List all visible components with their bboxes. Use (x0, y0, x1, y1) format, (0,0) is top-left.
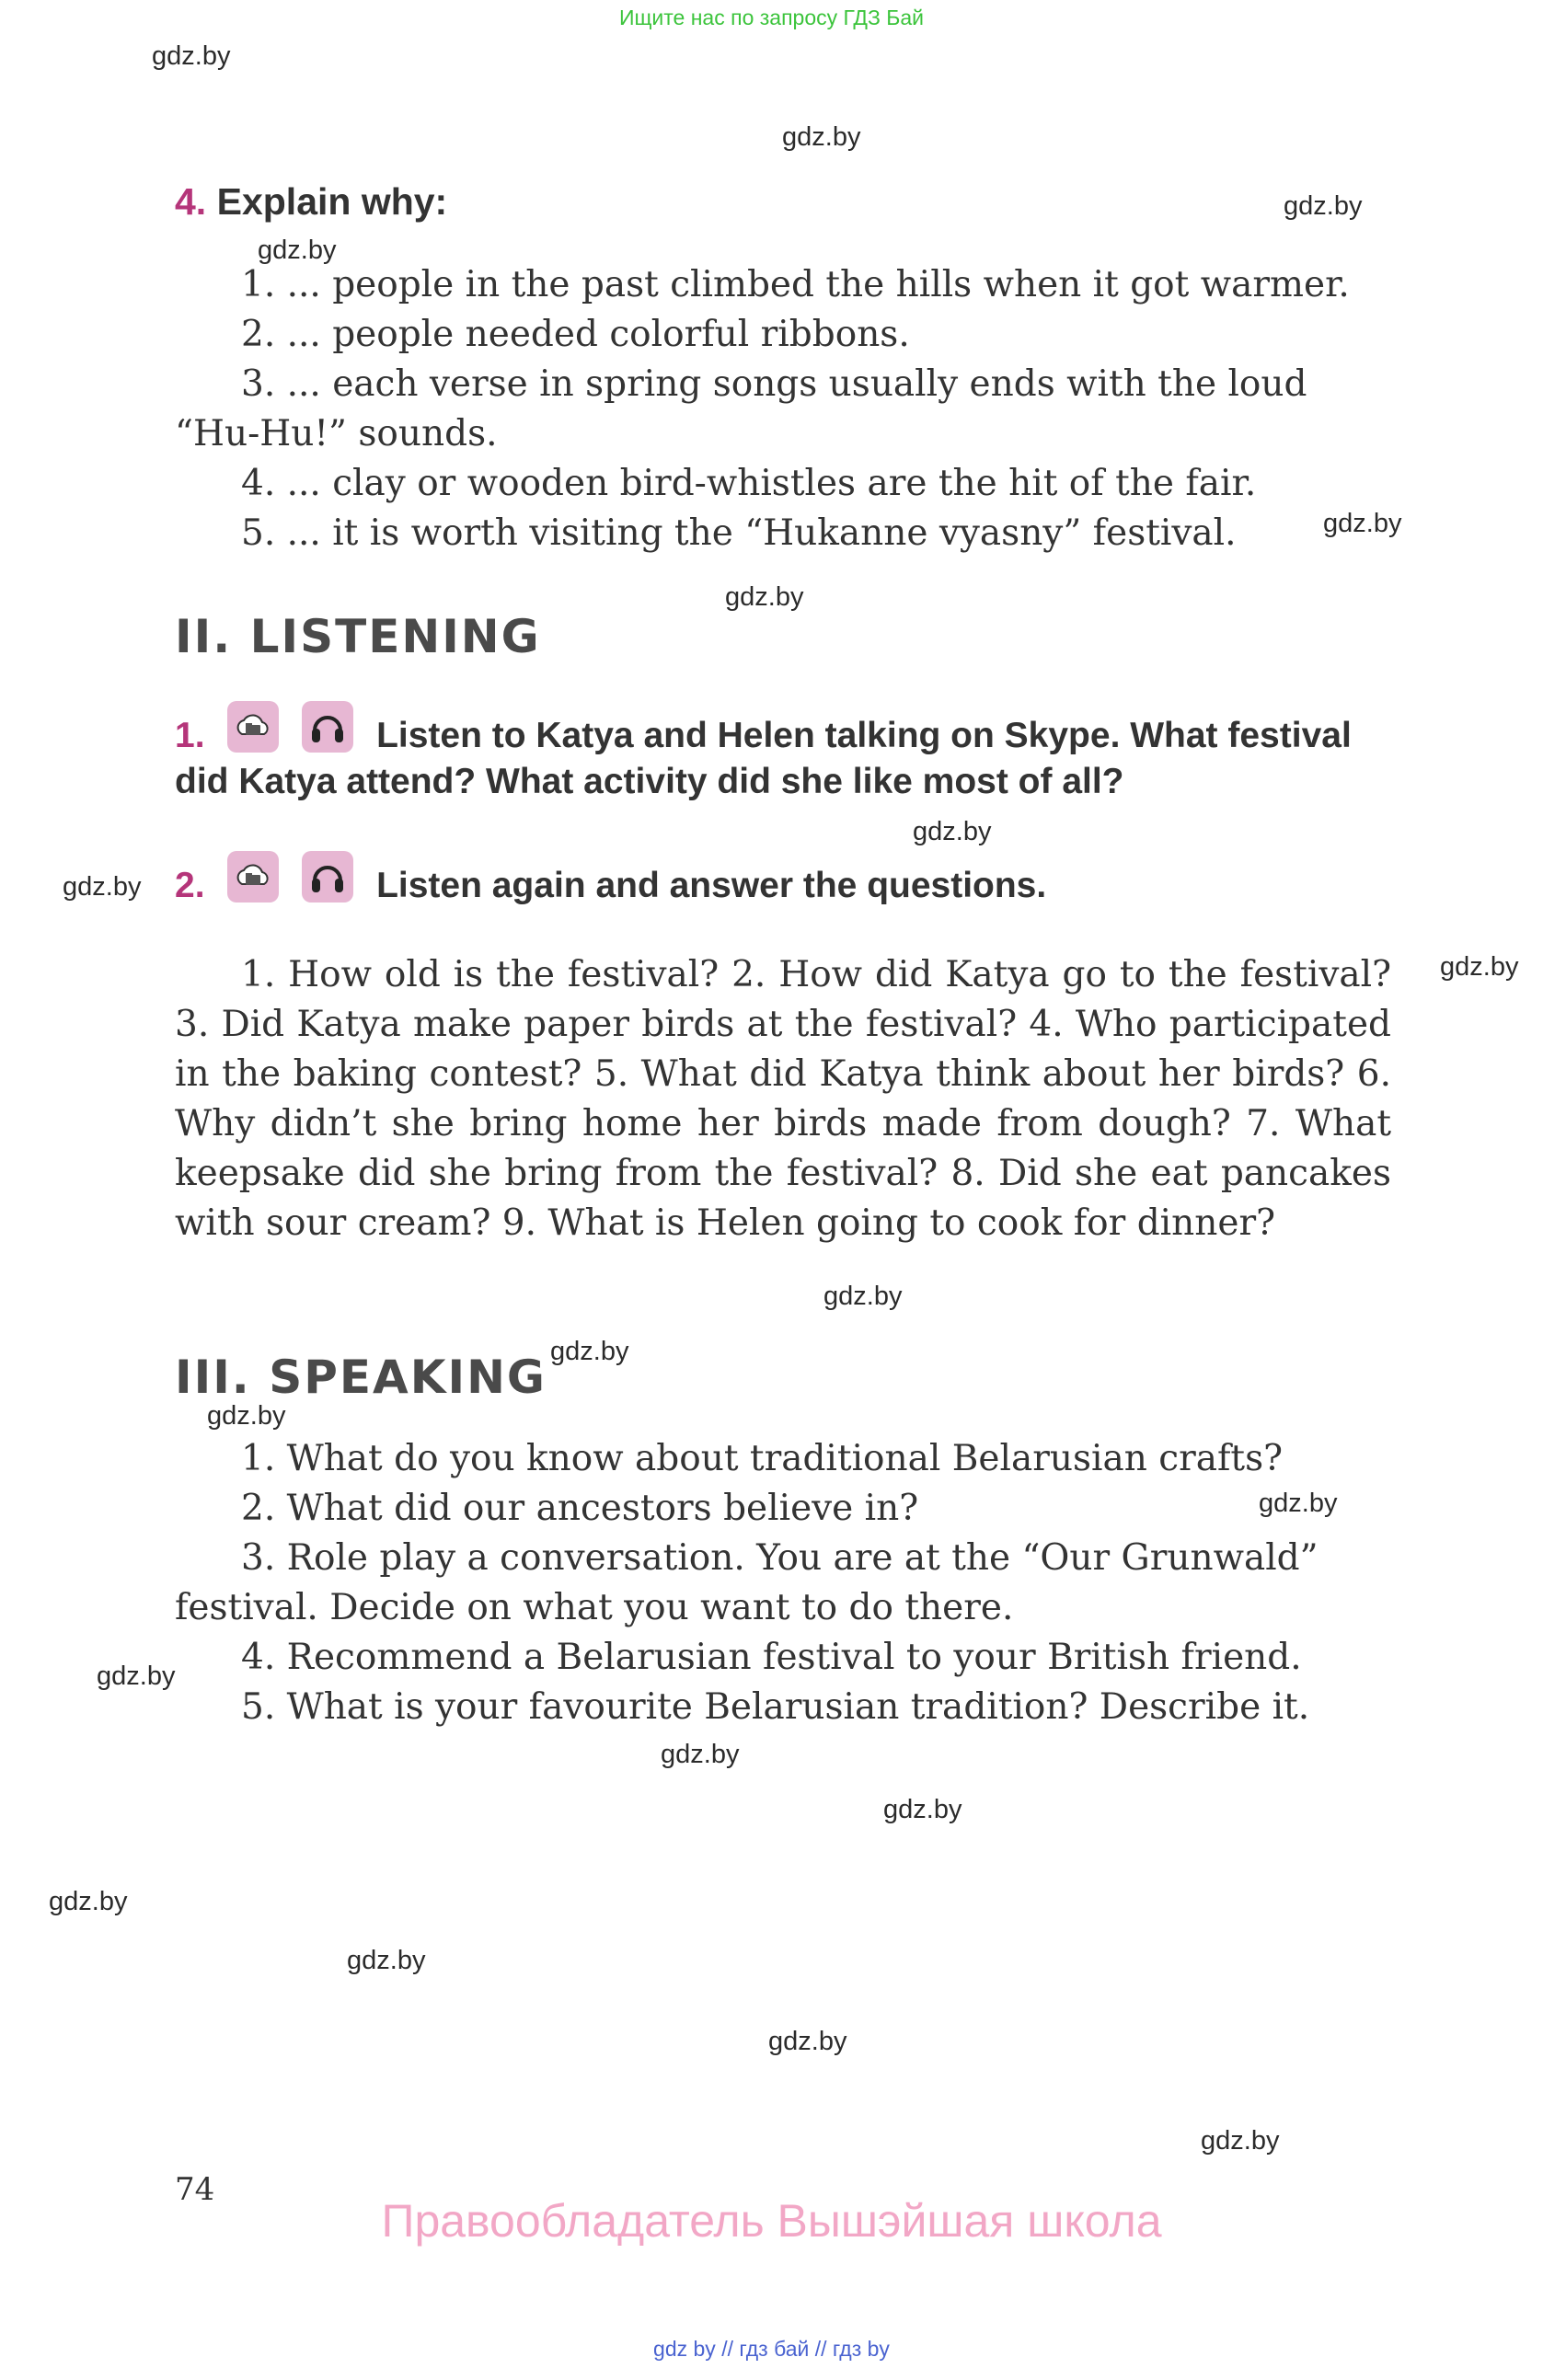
watermark: gdz.by (258, 236, 337, 265)
headphones-icon[interactable] (302, 701, 353, 753)
watermark: gdz.by (207, 1401, 286, 1431)
questions-paragraph: 1. How old is the festival? 2. How did Katya go to the festival? 3. Did Katya make paper birds at the festival? 4. Who participated in the baking contest? 5. What did Katya think about her birds? 6. Why didn’t she bring home her birds made from dough? 7. What keepsake did she bring from the festival? 8. Did she eat pancakes with sour cream? 9. What is Helen going to cook for dinner? (175, 954, 1391, 1244)
listening-task-2 (175, 851, 1399, 909)
exercise-title: Explain why: (216, 180, 448, 223)
list-item: 5. What is your favourite Belarusian tradition? Describe it. (241, 1686, 1310, 1728)
page-number: 74 (175, 2171, 215, 2208)
listening-task-1 (175, 701, 1399, 805)
list-item: 5. ... it is worth visiting the “Hukanne vyasny” festival. (241, 512, 1237, 554)
watermark: gdz.by (661, 1740, 740, 1769)
watermark: gdz.by (63, 872, 142, 902)
list-item: 4. ... clay or wooden bird-whistles are the hit of the fair. (241, 463, 1257, 504)
exercise-4-items (175, 260, 1391, 558)
cloud-folder-icon[interactable] (227, 701, 279, 753)
watermark: gdz.by (1440, 952, 1519, 982)
watermark: gdz.by (768, 2027, 847, 2056)
list-item: 2. ... people needed colorful ribbons. (241, 314, 910, 355)
list-item: 2. What did our ancestors believe in? (241, 1488, 919, 1529)
watermark: gdz.by (152, 41, 231, 71)
watermark: gdz.by (347, 1946, 426, 1975)
list-item: 3. ... each verse in spring songs usually ends with the loud (241, 363, 1307, 405)
watermark: gdz.by (823, 1282, 903, 1311)
watermark: gdz.by (913, 817, 992, 846)
list-item: 4. Recommend a Belarusian festival to your British friend. (241, 1637, 1302, 1678)
watermark: gdz.by (883, 1795, 962, 1824)
list-item: 1. ... people in the past climbed the hills when it got warmer. (241, 264, 1350, 305)
watermark: gdz.by (1284, 191, 1363, 221)
list-item: 1. What do you know about traditional Belarusian crafts? (241, 1438, 1284, 1479)
footer-links[interactable]: gdz by // гдз бай // гдз by (653, 2337, 890, 2361)
task-text: did Katya attend? What activity did she like most of all? (175, 762, 1124, 801)
task-text: Listen to Katya and Helen talking on Skype. What festival (376, 716, 1352, 755)
watermark: gdz.by (550, 1337, 629, 1366)
rights-holder: Правообладатель Вышэйшая школа (381, 2195, 1162, 2247)
task-text: Listen again and answer the questions. (376, 866, 1047, 905)
watermark: gdz.by (49, 1887, 128, 1916)
headphones-icon[interactable] (302, 851, 353, 903)
task-number: 1. (175, 716, 205, 755)
list-item: 3. Role play a conversation. You are at the “Our Grunwald” (241, 1537, 1318, 1579)
watermark: gdz.by (1201, 2126, 1280, 2156)
watermark: gdz.by (782, 122, 861, 152)
watermark: gdz.by (725, 582, 804, 612)
section-title-listening: II. LISTENING (175, 610, 541, 663)
watermark: gdz.by (1259, 1489, 1338, 1518)
exercise-4-heading (175, 180, 447, 224)
exercise-number: 4. (175, 180, 207, 223)
section-title-speaking: III. SPEAKING (175, 1351, 547, 1404)
cloud-folder-icon[interactable] (227, 851, 279, 903)
listening-questions (175, 950, 1391, 1248)
speaking-items (175, 1434, 1391, 1732)
list-item-continuation: “Hu-Hu!” sounds. (175, 413, 498, 454)
watermark: gdz.by (1323, 509, 1402, 538)
top-banner[interactable]: Ищите нас по запросу ГДЗ Бай (618, 6, 925, 29)
watermark: gdz.by (97, 1661, 176, 1691)
task-number: 2. (175, 866, 205, 905)
list-item-continuation: festival. Decide on what you want to do there. (175, 1587, 1014, 1628)
